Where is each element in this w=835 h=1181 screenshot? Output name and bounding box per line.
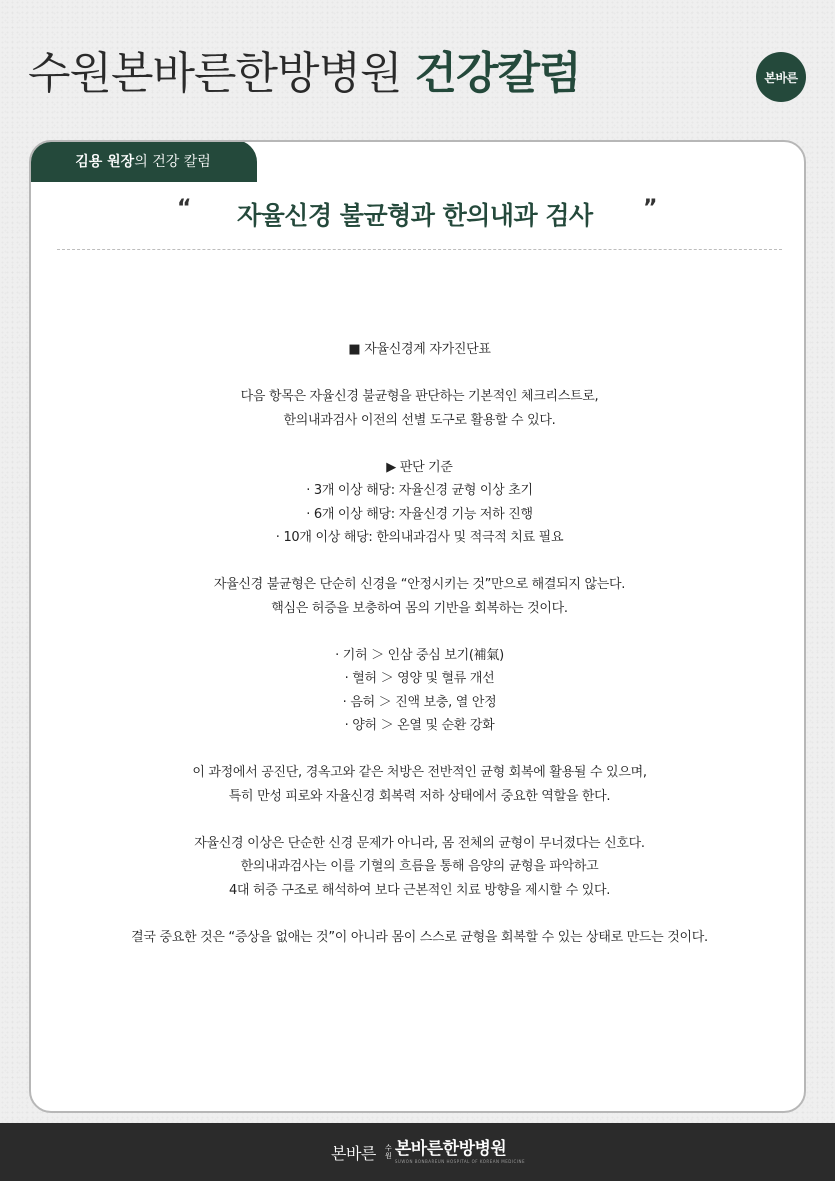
- close-quote-mark: ”: [643, 196, 658, 221]
- column-card: [29, 140, 806, 1113]
- body-line: 자율신경 이상은 단순한 신경 문제가 아니라, 몸 전체의 균형이 무너졌다는 신호다.: [194, 835, 645, 851]
- body-line: 한의내과검사 이전의 선별 도구로 활용할 수 있다.: [283, 412, 556, 428]
- page-title: [28, 44, 581, 104]
- body-line: · 10개 이상 해당: 한의내과검사 및 적극적 치료 필요: [275, 530, 564, 545]
- footer-brand: 본바른: [331, 1143, 376, 1163]
- article-title-row: [31, 194, 806, 238]
- author-name: 김용 원장: [75, 154, 135, 170]
- open-quote-mark: “: [177, 196, 192, 221]
- article-body: [31, 338, 806, 949]
- column-label: 건강칼럼: [414, 48, 581, 99]
- paragraph-gap: [31, 432, 806, 456]
- body-line: · 양허 ＞ 온열 및 순환 강화: [344, 718, 495, 733]
- body-line: 핵심은 허증을 보충하여 몸의 기반을 회복하는 것이다.: [271, 600, 568, 616]
- body-line: · 3개 이상 해당: 자율신경 균형 이상 초기: [306, 483, 533, 498]
- body-line: · 6개 이상 해당: 자율신경 기능 저하 진행: [306, 506, 533, 522]
- body-line: 결국 중요한 것은 “증상을 없애는 것”이 아니라 몸이 스스로 균형을 회복할 수 있는 상태로 만드는 것이다.: [131, 929, 708, 945]
- footer-hospital-name: 본바른한방병원: [394, 1139, 507, 1159]
- body-line: 자율신경 불균형은 단순히 신경을 “안정시키는 것”만으로 해결되지 않는다.: [213, 577, 626, 592]
- footer-city: 수원: [384, 1144, 392, 1160]
- author-tab: [29, 140, 257, 182]
- title-divider: [57, 249, 782, 250]
- body-line: 4대 허증 구조로 해석하여 보다 근본적인 치료 방향을 제시할 수 있다.: [228, 882, 611, 898]
- article-title: 자율신경 불균형과 한의내과 검사: [237, 201, 593, 230]
- paragraph-gap: [31, 362, 806, 386]
- body-line: ■ 자율신경계 자가진단표: [348, 342, 491, 357]
- footer-name-block: [395, 1139, 525, 1165]
- body-line: · 음허 ＞ 진액 보충, 열 안정: [342, 694, 497, 710]
- paragraph-gap: [31, 550, 806, 574]
- author-tab-suffix: 의 건강 칼럼: [134, 154, 211, 170]
- body-line: 한의내과검사는 이를 기혈의 흐름을 통해 음양의 균형을 파악하고: [240, 859, 599, 874]
- body-line: · 혈허 ＞ 영양 및 혈류 개선: [344, 671, 495, 686]
- page-header: [0, 0, 835, 140]
- body-line: · 기허 ＞ 인삼 중심 보기(補氣): [335, 647, 504, 663]
- paragraph-gap: [31, 738, 806, 762]
- paragraph-gap: [31, 620, 806, 644]
- paragraph-gap: [31, 808, 806, 832]
- body-line: 특히 만성 피로와 자율신경 회복력 저하 상태에서 중요한 역할을 한다.: [228, 788, 611, 804]
- footer-logo: [331, 1135, 525, 1169]
- footer-tagline: SUWON BONBAREUN HOSPITAL OF KOREAN MEDICINE: [394, 1159, 525, 1164]
- brand-logo-text: 본바른: [764, 70, 798, 85]
- body-line: 다음 항목은 자율신경 불균형을 판단하는 기본적인 체크리스트로,: [240, 389, 599, 404]
- body-line: 이 과정에서 공진단, 경옥고와 같은 처방은 전반적인 균형 회복에 활용될 수 있으며,: [192, 765, 647, 780]
- paragraph-gap: [31, 902, 806, 926]
- body-line: ▶ 판단 기준: [386, 459, 453, 475]
- hospital-name: 수원본바른한방병원: [28, 48, 402, 99]
- brand-logo: [756, 52, 806, 102]
- page-footer: [0, 1123, 835, 1181]
